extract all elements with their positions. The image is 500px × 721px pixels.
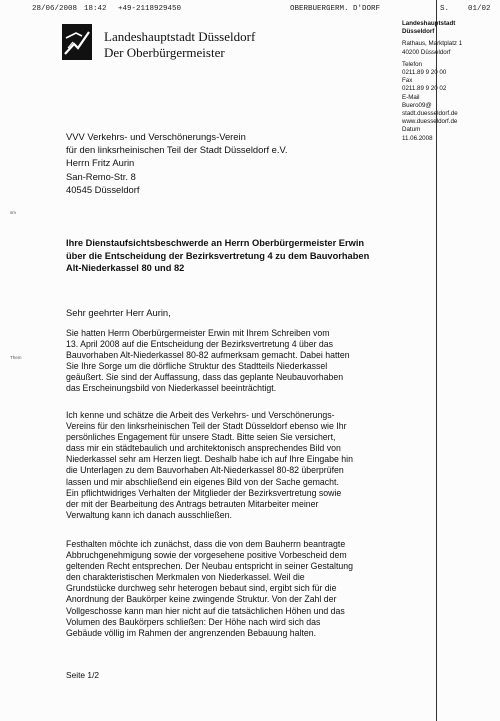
recipient-line-5: 40545 Düsseldorf — [66, 183, 140, 195]
sender-zip-city: 40200 Düsseldorf — [402, 48, 451, 56]
subject-line — [66, 237, 416, 275]
fax-page-label: S. — [440, 5, 450, 13]
sender-web: www.duesseldorf.de — [402, 118, 458, 126]
paragraph-3 — [66, 539, 416, 639]
paragraph-line: Ich kenne und schätze die Arbeit des Verkehrs- und Verschönerungs- — [66, 410, 335, 420]
paragraph-line: Niederkassel sehr am Herzen liegt. Deshalb habe ich auf Ihre Eingabe hin — [66, 454, 353, 465]
fax-transmission-header — [0, 5, 500, 17]
fax-date: 28/06/2008 — [32, 5, 78, 13]
fax-time: 18:42 — [84, 5, 107, 13]
sender-date: 11.06.2008 — [402, 134, 433, 142]
margin-mark-1: sm — [10, 210, 16, 215]
sender-fax: 0211.89 9 20 02 — [402, 85, 447, 93]
fax-page-number: 01/02 — [468, 5, 491, 13]
paragraph-2 — [66, 410, 416, 521]
city-logo-icon — [62, 24, 92, 60]
paragraph-line: persönliches Engagement für unsere Stadt. Bitte seien Sie versichert, — [66, 432, 336, 443]
salutation: Sehr geehrter Herr Aurin, — [66, 307, 171, 318]
paragraph-line: 13. April 2008 auf die Entscheidung der Bezirksvertretung 4 über das — [66, 339, 334, 350]
paragraph-line: geäußert. Sie sind der Auffassung, dass das geplante Neubauvorhaben — [66, 372, 344, 383]
recipient-line-3: Herrn Fritz Aurin — [66, 157, 135, 169]
paragraph-line: Ein pflichtwidriges Verhalten der Mitglieder der Bezirksvertretung sowie — [66, 487, 342, 498]
paragraph-line: Anordnung der Baukörper keine zwingende Struktur. Von der Zahl der — [66, 594, 337, 605]
paragraph-line: lassen und mir abschließend ein eigenes Bild von der Sache gemacht. — [66, 476, 339, 487]
recipient-line-4: San-Remo-Str. 8 — [66, 170, 136, 182]
sender-email-label: E-Mail — [402, 93, 420, 101]
paragraph-line: den charakteristischen Merkmalen von Niederkassel. Weil die — [66, 572, 305, 583]
subject-line-3: Alt-Niederkassel 80 und 82 — [66, 263, 185, 274]
subject-line-2: über die Entscheidung der Bezirksvertretung 4 zu dem Bauvorhaben — [66, 250, 370, 261]
page-footer: Seite 1/2 — [66, 670, 100, 680]
sender-org-1: Landeshauptstadt — [402, 20, 456, 27]
sender-date-label: Datum — [402, 126, 421, 134]
sender-phone-label: Telefon — [402, 60, 422, 68]
recipient-line-1: VVV Verkehrs- und Verschönerungs-Verein — [66, 131, 246, 142]
paragraph-line: geltenden Recht entsprechen. Der Neubau entspricht in seiner Gestaltung — [66, 561, 353, 572]
sender-email-2: stadt.duesseldorf.de — [402, 110, 458, 118]
fax-sender: OBERBUERGERM. D'DORF — [290, 5, 381, 13]
recipient-address — [66, 130, 287, 196]
paragraph-line: die Unterlagen zu dem Bauvorhaben Alt-Niederkassel 80-82 überprüfen — [66, 465, 344, 476]
paragraph-line: Gebäude völlig im Rahmen der angrenzenden Bebauung halten. — [66, 627, 317, 638]
sender-email-1: Buero09@ — [402, 101, 432, 109]
paragraph-line: Grundstücke durchweg sehr heterogen bebaut sind, ergibt sich für die — [66, 583, 337, 594]
paragraph-1 — [66, 328, 416, 395]
fax-phone: +49-2118929450 — [118, 5, 182, 13]
paragraph-line: Abbruchgenehmigung sowie der vorgesehene positive Vorbescheid dem — [66, 550, 347, 561]
subject-line-1: Ihre Dienstaufsichtsbeschwerde an Herrn Oberbürgermeister Erwin — [66, 238, 365, 248]
sender-phone: 0211.89 9 20 00 — [402, 69, 447, 77]
sender-info-block — [402, 20, 496, 143]
paragraph-line: Sie Ihre Sorge um die dörfliche Struktur des Stadtteils Niederkassel — [66, 361, 328, 372]
paragraph-line: das Erscheinungsbild von Niederkassel beeinträchtigt. — [66, 383, 277, 394]
paragraph-line: Vollgeschosse kann man hier nicht auf die tatsächlichen Höhen und das — [66, 605, 345, 616]
sender-fax-label: Fax — [402, 77, 413, 85]
sender-street: Rathaus, Marktplatz 1 — [402, 40, 463, 48]
paragraph-line: dass mir ein städtebaulich und architektonisch ansprechendes Bild von — [66, 443, 341, 454]
paragraph-line: Vereins für den linksrheinischen Teil der Stadt Düsseldorf ebenso wie Ihr — [66, 421, 347, 432]
letterhead — [104, 29, 255, 61]
recipient-line-2: für den linksrheinischen Teil der Stadt Düsseldorf e.V. — [66, 144, 288, 156]
paragraph-line: Verwaltung kann ich danach ausschließen. — [66, 509, 232, 520]
paragraph-line: Sie hatten Herrn Oberbürgermeister Erwin mit Ihrem Schreiben vom — [66, 328, 330, 338]
paragraph-line: Festhalten möchte ich zunächst, dass die von dem Bauherrn beantragte — [66, 539, 346, 549]
letterhead-city: Landeshauptstadt Düsseldorf — [104, 29, 256, 44]
paragraph-line: Bauvorhaben Alt-Niederkassel 80-82 aufmerksam gemacht. Dabei hatten — [66, 350, 350, 361]
sender-org-2: Düsseldorf — [402, 28, 435, 36]
letterhead-office: Der Oberbürgermeister — [104, 45, 225, 60]
paragraph-line: der mit der Bearbeitung des Antrags betrauten Mitarbeiter meiner — [66, 498, 319, 509]
paragraph-line: Volumen des Baukörpers schließen: Der Höhe nach wird sich das — [66, 616, 321, 627]
margin-mark-2: Them — [10, 355, 22, 360]
